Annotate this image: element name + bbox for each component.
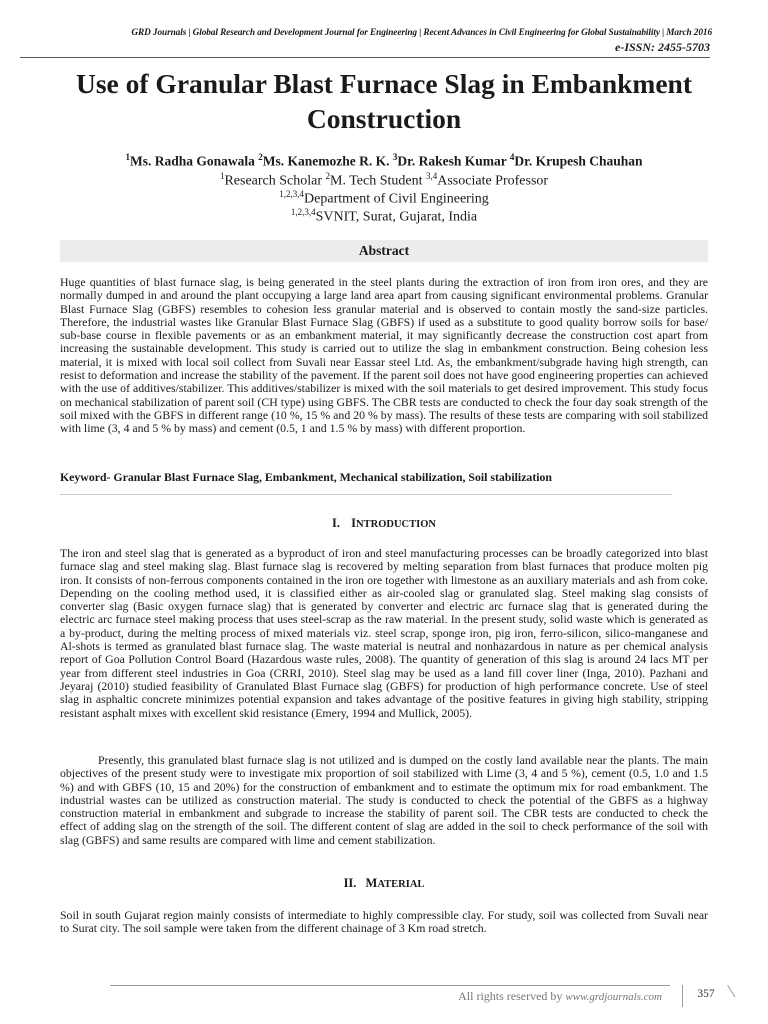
author-3-name: Dr. Rakesh Kumar [397, 153, 507, 169]
role-3-text: Associate Professor [437, 173, 549, 189]
footer-site-link[interactable]: www.grdjournals.com [565, 991, 662, 1003]
section-heading-material [60, 876, 708, 891]
footer-divider [110, 985, 670, 986]
journal-header: GRD Journals | Global Research and Development Journal for Engineering | Recent Advances in Civil Engineering for Global Sustainability | March 2016 [131, 28, 712, 38]
department-text: Department of Civil Engineering [304, 191, 489, 207]
paper-title: Use of Granular Blast Furnace Slag in Embankment Construction [76, 68, 692, 134]
author-4-index: 4 [509, 152, 515, 162]
role-3-index: 3,4 [426, 171, 438, 181]
role-2-index: 2 [325, 171, 331, 181]
author-1-name: Ms. Radha Gonawala [129, 153, 255, 169]
page-number: 357 [682, 985, 729, 1007]
affiliation-department [60, 189, 708, 208]
author-4-name: Dr. Krupesh Chauhan [514, 153, 643, 169]
footer-rights [400, 989, 662, 1004]
affiliation-roles [60, 171, 708, 190]
section-2-number: II. [343, 876, 357, 890]
abstract-divider [60, 494, 672, 495]
material-paragraph-1: Soil in south Gujarat region mainly consists of intermediate to highly compressible clay. For study, soil was collected from Suvali near to Surat city. The soil sample were taken from the different chainage of 3 Km road stretch. [60, 908, 708, 936]
role-1-index: 1 [219, 171, 225, 181]
author-list [60, 152, 708, 170]
page-corner-mark [728, 985, 738, 1007]
footer-rights-text: All rights reserved by [458, 989, 566, 1003]
department-index: 1,2,3,4 [279, 189, 305, 199]
abstract-heading: Abstract [60, 240, 708, 262]
section-1-number: I. [332, 516, 341, 530]
header-divider [20, 57, 710, 58]
abstract-text: Huge quantities of blast furnace slag, is being generated in the steel plants during the extraction of iron from iron ores, and they are normally dumped in and around the plant occupying a large land area apart from causing significant environmental problems. Granular Blast Furnace Slag (GBFS) resembles to cohesion less granular material and is observed to contain mostly the sand-size particles. Therefore, the industrial wastes like Granular Blast Furnace Slag (GBFS) if used as a substitute to good quality borrow soils for base/ sub-base course in flexible pavements or as an embankment material, it may significantly decrease the construction cost apart from increasing the sustainable development. This study is carried out to utilize the slag in embankment construction. Being cohesion less material, it is mixed with local soil collect from Suvali near Eassar steel Ltd. As, the embankment/subgrade having high strength, can resist to deformation and increase the stability of the pavement. If the parent soil does not have good engineering properties can achieved with the use of additives/stabilizer. This additives/stabilizer is mixed with the soil materials to get desired improvement. This study focus on mechanical stabilization of parent soil (CH type) using GBFS. The CBR tests are conducted to check the four day soak strength of the soil mixed with the GBFS in different range (10 %, 15 % and 20 % by mass). The results of these tests are comparing with soil stabilized with lime (3, 4 and 5 % by mass) and cement (0.5, 1 and 1.5 % by mass) with different proportion. [60, 275, 708, 436]
author-3-index: 3 [392, 152, 398, 162]
section-1-initial: I [351, 516, 357, 530]
role-1-text: Research Scholar [224, 173, 326, 189]
section-1-title: NTRODUCTION [356, 519, 436, 530]
issn-label: e-ISSN: 2455-5703 [615, 40, 710, 54]
introduction-paragraph-1: The iron and steel slag that is generated as a byproduct of iron and steel manufacturing processes can be broadly categorized into blast furnace slag and steel making slag. Blast furnace slag is recovered by melting separation from blast furnaces that produce molten pig iron. It consists of non-ferrous components contained in the iron ore together with limestone as an auxiliary materials and ash from coke. Depending on the cooling method used, it is classified either as air-cooled slag or granulated slag. Steel making slag consists of converter slag (Basic oxygen furnace slag) that is generated by converter and electric arc furnace slag that is generated during the electric arc furnace steel making process that uses steel-scrap as the raw material. In the present study, solid waste which is generated as a by-product, during the melting process of mixed materials viz. steel scrap, sponge iron, pig iron, ferro-silicon, silico-manganese and Al-shots is termed as granulated blast furnace slag. The waste material is neutral and nonhazardous in nature as per chemical analysis report of Goa Pollution Control Board (Hazardous waste rules, 2008). The quantity of generation of this slag is around 24 lacs MT per year from different steel industries in Goa (CRRI, 2010). Steel slag may be used as a land fill cover liner (Inga, 2010). Pazhani and Jeyaraj (2010) studied feasibility of Granulated Blast Furnace slag (GBFS) for production of high performance concrete. Use of steel slag in asphaltic concrete minimizes potential expansion and takes advantage of the positive features in giving high stability, stripping resistant asphalt mixes with excellent skid resistance (Emery, 1994 and Mullick, 2005). [60, 546, 708, 720]
section-2-initial: M [365, 876, 378, 890]
author-2-index: 2 [258, 152, 263, 162]
author-1-index: 1 [125, 152, 130, 162]
section-heading-introduction [60, 516, 708, 531]
institute-index: 1,2,3,4 [290, 207, 316, 217]
keywords: Keyword- Granular Blast Furnace Slag, Embankment, Mechanical stabilization, Soil stabilization [60, 470, 552, 484]
institute-text: SVNIT, Surat, Gujarat, India [315, 209, 478, 225]
introduction-paragraph-2: Presently, this granulated blast furnace slag is not utilized and is dumped on the costly land available near the plants. The main objectives of the present study were to investigate mix proportion of soil stabilized with Lime (3, 4 and 5 %), cement (0.5, 1.0 and 1.5 %) and with GBFS (10, 15 and 20%) for the construction of embankment and to estimate the optimum mix for road embankment. The industrial wastes can be utilized as construction material. The study is conducted to check the potential of the GBFS as a highway construction material in embankment and subgrade to increase the stability of parent soil. The CBR tests are conducted to check the effect of adding slag on the strength of the soil. The different content of slag are added in the soil to check performance of the soil with slag (GBFS) and same results are compared with lime and cement stabilization. [60, 753, 708, 847]
affiliation-institute [60, 207, 708, 226]
role-2-text: M. Tech Student [330, 173, 426, 189]
author-2-name: Ms. Kanemozhe R. K. [262, 153, 390, 169]
section-2-title: ATERIAL [377, 879, 425, 890]
